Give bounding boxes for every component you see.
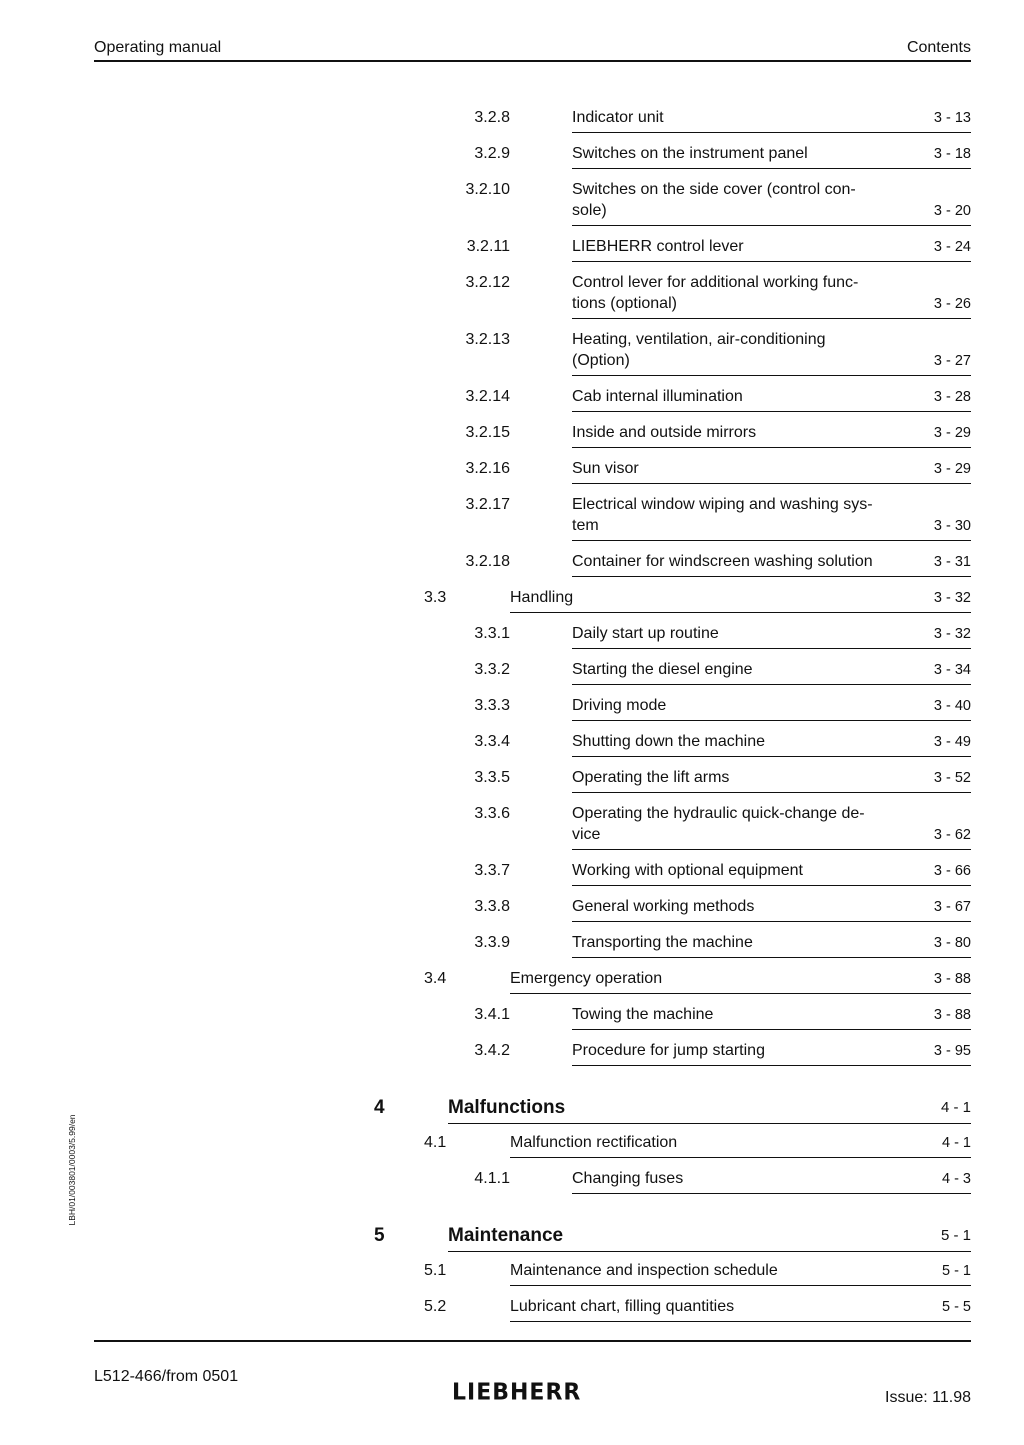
header-section: Contents <box>906 39 971 56</box>
toc-entry-number: 3.2.13 <box>465 331 510 348</box>
toc-entry-page: 3 - 52 <box>933 770 971 786</box>
toc-entry-number: 4 <box>374 1097 385 1118</box>
toc-entry-underline <box>572 447 971 448</box>
toc-entry-title-line: Towing the machine <box>572 1006 714 1023</box>
toc-entry-title-line: vice <box>572 826 601 843</box>
toc-entry-page: 5 - 1 <box>941 1263 971 1279</box>
toc-entry-title-line: Inside and outside mirrors <box>572 424 757 441</box>
toc-entry-title-line: Working with optional equipment <box>572 862 803 879</box>
toc-entry-number: 3.4 <box>424 970 447 987</box>
toc-entry-underline <box>572 411 971 412</box>
toc-entry-number: 5.2 <box>424 1298 447 1315</box>
toc-entry-underline <box>572 1193 971 1194</box>
toc-entry-title-line: (Option) <box>572 352 630 369</box>
toc-entry-number: 5 <box>374 1225 385 1246</box>
toc-entry-underline <box>510 1157 971 1158</box>
toc-entry-number: 3.2.15 <box>465 424 510 441</box>
toc-entry-title-line: Control lever for additional working func- <box>572 274 859 291</box>
toc-entry-underline <box>572 648 971 649</box>
toc-entry-page: 3 - 27 <box>933 353 971 369</box>
toc-entry-page: 3 - 95 <box>933 1043 971 1059</box>
toc-entry-number: 3.2.17 <box>465 496 510 513</box>
toc-entry-title-line: Maintenance <box>448 1225 564 1246</box>
toc-entry-page: 3 - 49 <box>933 734 971 750</box>
toc-entry-title <box>572 494 891 536</box>
toc-entry-number: 3.4.1 <box>474 1006 510 1023</box>
toc-entry-page: 4 - 1 <box>940 1099 971 1116</box>
toc-entry-title-line: Sun visor <box>572 460 639 477</box>
toc-entry-title-line: Malfunction rectification <box>510 1134 678 1151</box>
toc-entry-underline <box>572 318 971 319</box>
toc-entry-title-line: Switches on the instrument panel <box>572 145 808 162</box>
toc-entry-page: 3 - 28 <box>933 389 971 405</box>
toc-entry-number: 3.3.1 <box>474 625 510 642</box>
toc-entry-underline <box>572 1029 971 1030</box>
toc-entry-title <box>572 659 891 680</box>
toc-entry-title <box>572 767 891 788</box>
toc-entry-title-line: Emergency operation <box>510 970 663 987</box>
document-code: LBH/01/003801/0003/5.99/en <box>67 1114 77 1226</box>
toc-entry-page: 3 - 32 <box>933 626 971 642</box>
toc-entry-title-line: Transporting the machine <box>572 934 753 951</box>
toc-entry-number: 3.4.2 <box>474 1042 510 1059</box>
toc-entry-page: 3 - 29 <box>933 425 971 441</box>
toc-entry-title <box>510 1296 891 1317</box>
footer-model: L512-466/from 0501 <box>94 1368 239 1385</box>
toc-entry-number: 3.2.11 <box>466 238 510 255</box>
toc-entry-title <box>572 623 891 644</box>
footer-rule <box>94 1340 971 1342</box>
toc-entry-page: 3 - 88 <box>933 971 971 987</box>
toc-entry-page: 5 - 1 <box>940 1227 971 1244</box>
toc-entry-number: 3.3.5 <box>474 769 510 786</box>
toc-entry-title <box>572 236 891 257</box>
toc-entry-title-line: Cab internal illumination <box>572 388 743 405</box>
toc-entry-page: 3 - 62 <box>933 827 971 843</box>
toc-entry-title-line: Indicator unit <box>572 109 664 126</box>
toc-entry-title <box>572 731 891 752</box>
toc-entry-title <box>572 551 891 572</box>
toc-entry-title-line: sole) <box>572 202 607 219</box>
toc-entry-title-line: Electrical window wiping and washing sys- <box>572 496 873 513</box>
toc-entry-underline <box>572 792 971 793</box>
toc-entry-title <box>448 1224 891 1247</box>
toc-entry-underline <box>572 720 971 721</box>
toc-entry-title <box>572 143 891 164</box>
toc-entry-title-line: Container for windscreen washing solution <box>572 553 873 570</box>
toc-entry-title-line: LIEBHERR control lever <box>572 238 744 255</box>
toc-entry-number: 3.3.3 <box>474 697 510 714</box>
toc-entry-underline <box>572 576 971 577</box>
toc-entry-title-line: Handling <box>510 589 574 606</box>
toc-entry-title-line: Changing fuses <box>572 1170 684 1187</box>
toc-entry-title-line: Starting the diesel engine <box>572 661 753 678</box>
toc-entry-underline <box>510 993 971 994</box>
toc-entry-number: 3.3.2 <box>474 661 510 678</box>
toc-entry-underline <box>572 375 971 376</box>
toc-entry-title <box>572 860 891 881</box>
toc-entry-number: 5.1 <box>424 1262 447 1279</box>
toc-entry-underline <box>572 756 971 757</box>
toc-entry-underline <box>572 849 971 850</box>
toc-entry-underline <box>510 1285 971 1286</box>
toc-entry-underline <box>572 261 971 262</box>
toc-entry-number: 3.2.10 <box>465 181 510 198</box>
toc-entry-title <box>572 1040 891 1061</box>
toc-entry-title-line: Operating the lift arms <box>572 769 730 786</box>
toc-entry-number: 3.2.18 <box>465 553 510 570</box>
toc-entry-number: 3.2.14 <box>465 388 510 405</box>
toc-entry-title <box>572 386 891 407</box>
toc-entry-title <box>572 803 891 845</box>
toc-entry-title-line: Heating, ventilation, air-conditioning <box>572 331 826 348</box>
toc-entry-number: 3.3.8 <box>474 898 510 915</box>
toc-entry-title <box>572 1004 891 1025</box>
toc-entry-page: 5 - 5 <box>941 1299 971 1315</box>
toc-entry-title <box>572 179 891 221</box>
toc-entry-title <box>510 1260 891 1281</box>
toc-entry-page: 3 - 88 <box>933 1007 971 1023</box>
liebherr-logo: LIEBHERR <box>452 1379 582 1406</box>
toc-entry-page: 3 - 80 <box>933 935 971 951</box>
toc-entry-title-line: General working methods <box>572 898 755 915</box>
toc-entry-number: 3.3.4 <box>474 733 510 750</box>
toc-entry-number: 3.3.6 <box>474 805 510 822</box>
toc-entry-page: 3 - 30 <box>933 518 971 534</box>
toc-entry-underline <box>572 921 971 922</box>
toc-entry-title <box>572 896 891 917</box>
toc-entry-underline <box>572 483 971 484</box>
toc-entry-underline <box>448 1123 971 1124</box>
toc-entry-title-line: Malfunctions <box>448 1097 566 1118</box>
toc-entry-underline <box>448 1251 971 1252</box>
toc-entry-title <box>572 932 891 953</box>
toc-entry-underline <box>572 168 971 169</box>
toc-entry-title <box>510 587 891 608</box>
toc-entry-underline <box>572 885 971 886</box>
toc-entry-title-line: Driving mode <box>572 697 667 714</box>
toc-entry-title <box>572 695 891 716</box>
toc-entry-number: 3.3.7 <box>474 862 510 879</box>
toc-entry-page: 3 - 18 <box>933 146 971 162</box>
toc-entry-page: 3 - 24 <box>933 239 971 255</box>
toc-entry-title <box>572 272 891 314</box>
toc-entry-underline <box>572 132 971 133</box>
toc-entry-title <box>572 422 891 443</box>
toc-entry-title <box>572 1168 891 1189</box>
toc-entry-number: 4.1 <box>424 1134 447 1151</box>
toc-entry-underline <box>572 957 971 958</box>
toc-entry-underline <box>572 225 971 226</box>
toc-entry-title <box>572 458 891 479</box>
toc-entry-page: 3 - 40 <box>933 698 971 714</box>
toc-entry-number: 3.2.12 <box>465 274 510 291</box>
toc-entry-title <box>448 1096 891 1119</box>
toc-entry-page: 3 - 29 <box>933 461 971 477</box>
toc-entry-title <box>510 1132 891 1153</box>
toc-entry-number: 3.2.9 <box>474 145 510 162</box>
toc-entry-page: 3 - 13 <box>933 110 971 126</box>
toc-entry-title <box>572 329 891 371</box>
toc-entry-page: 4 - 3 <box>941 1171 971 1187</box>
toc-entry-page: 3 - 20 <box>933 203 971 219</box>
toc-entry-underline <box>572 684 971 685</box>
toc-entry-number: 3.3.9 <box>474 934 510 951</box>
toc-entry-underline <box>572 540 971 541</box>
footer-issue: Issue: 11.98 <box>885 1389 971 1406</box>
toc-entry-page: 3 - 31 <box>933 554 971 570</box>
toc-entry-underline <box>510 1321 971 1322</box>
toc-entry-title-line: Maintenance and inspection schedule <box>510 1262 778 1279</box>
toc-entry-page: 4 - 1 <box>941 1135 971 1151</box>
toc-entry-title-line: Daily start up routine <box>572 625 719 642</box>
header-title: Operating manual <box>94 39 222 56</box>
toc-entry-number: 3.2.8 <box>474 109 510 126</box>
toc-entry-title-line: tem <box>572 517 599 534</box>
toc-entry-title-line: Operating the hydraulic quick-change de- <box>572 805 865 822</box>
toc-entry-number: 3.3 <box>424 589 447 606</box>
toc-entry-title-line: tions (optional) <box>572 295 677 312</box>
toc-entry-underline <box>572 1065 971 1066</box>
toc-entry-number: 3.2.16 <box>465 460 510 477</box>
toc-entry-page: 3 - 66 <box>933 863 971 879</box>
toc-entry-title-line: Shutting down the machine <box>572 733 766 750</box>
toc-entry-title <box>510 968 891 989</box>
toc-entry-number: 4.1.1 <box>474 1170 510 1187</box>
toc-entry-page: 3 - 26 <box>933 296 971 312</box>
toc-entry-page: 3 - 32 <box>933 590 971 606</box>
toc-entry-title <box>572 107 891 128</box>
toc-entry-underline <box>510 612 971 613</box>
toc-entry-page: 3 - 67 <box>933 899 971 915</box>
toc-entry-title-line: Switches on the side cover (control con- <box>572 181 856 198</box>
toc-entry-title-line: Procedure for jump starting <box>572 1042 765 1059</box>
toc-entry-page: 3 - 34 <box>933 662 971 678</box>
toc-entry-title-line: Lubricant chart, filling quantities <box>510 1298 735 1315</box>
